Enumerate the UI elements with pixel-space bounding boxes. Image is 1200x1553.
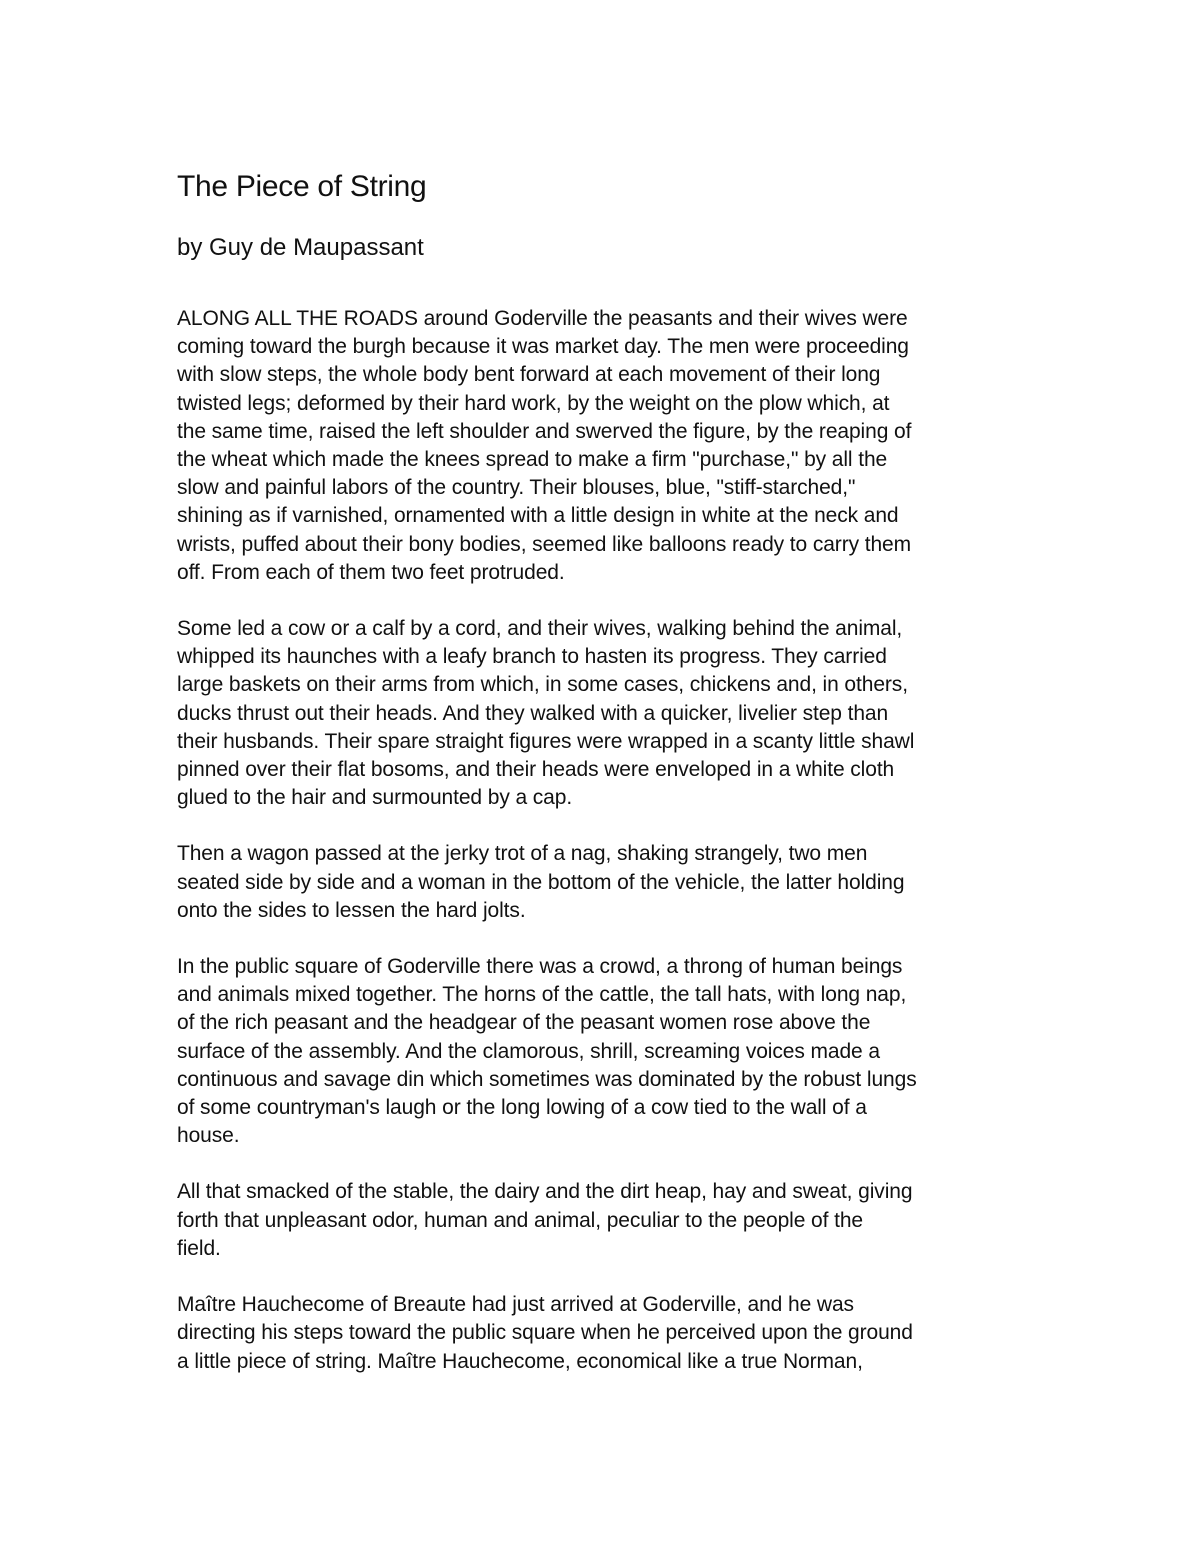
text-line: surface of the assembly. And the clamorous, shrill, screaming voices made a (177, 1039, 880, 1063)
text-line: field. (177, 1236, 221, 1260)
text-line: All that smacked of the stable, the dairy and the dirt heap, hay and sweat, giving (177, 1180, 913, 1204)
text-line: the wheat which made the knees spread to make a firm "purchase," by all the (177, 448, 888, 472)
text-line: house. (177, 1124, 240, 1148)
paragraph (177, 1291, 1037, 1376)
text-line: a little piece of string. Maître Hauchecome, economical like a true Norman, (177, 1349, 863, 1373)
document-body (177, 305, 1037, 1376)
text-line: glued to the hair and surmounted by a cap. (177, 786, 573, 810)
text-line: large baskets on their arms from which, in some cases, chickens and, in others, (177, 673, 908, 697)
paragraph (177, 615, 1037, 812)
text-line: off. From each of them two feet protruded. (177, 560, 565, 584)
text-line: of the rich peasant and the headgear of the peasant women rose above the (177, 1011, 871, 1035)
text-line: shining as if varnished, ornamented with a little design in white at the neck and (177, 504, 899, 528)
text-line: ducks thrust out their heads. And they walked with a quicker, livelier step than (177, 701, 889, 725)
text-line: directing his steps toward the public square when he perceived upon the ground (177, 1321, 913, 1345)
text-line: ALONG ALL THE ROADS around Goderville the peasants and their wives were (177, 307, 908, 330)
text-line: and animals mixed together. The horns of the cattle, the tall hats, with long nap, (177, 983, 907, 1007)
paragraph (177, 305, 1037, 587)
text-line: continuous and savage din which sometimes was dominated by the robust lungs (177, 1067, 917, 1091)
text-line: of some countryman's laugh or the long lowing of a cow tied to the wall of a (177, 1096, 867, 1120)
text-line: whipped its haunches with a leafy branch to hasten its progress. They carried (177, 645, 887, 669)
text-line: Maître Hauchecome of Breaute had just arrived at Goderville, and he was (177, 1293, 854, 1317)
document-title: The Piece of String (177, 170, 427, 203)
text-line: with slow steps, the whole body bent forward at each movement of their long (177, 363, 881, 387)
document-content (177, 168, 1037, 1376)
text-line: pinned over their flat bosoms, and their heads were enveloped in a white cloth (177, 758, 895, 782)
text-line: twisted legs; deformed by their hard work, by the weight on the plow which, at (177, 391, 890, 415)
text-line: slow and painful labors of the country. Their blouses, blue, "stiff-starched," (177, 476, 856, 500)
text-line: their husbands. Their spare straight figures were wrapped in a scanty little shawl (177, 729, 915, 753)
text-line: Some led a cow or a calf by a cord, and their wives, walking behind the animal, (177, 617, 903, 641)
text-line: wrists, puffed about their bony bodies, seemed like balloons ready to carry them (177, 532, 912, 556)
text-line: forth that unpleasant odor, human and animal, peculiar to the people of the (177, 1208, 863, 1232)
text-line: onto the sides to lessen the hard jolts. (177, 898, 526, 922)
document-author: by Guy de Maupassant (177, 234, 424, 261)
text-line: the same time, raised the left shoulder and swerved the figure, by the reaping of (177, 419, 912, 443)
text-line: coming toward the burgh because it was market day. The men were proceeding (177, 335, 909, 359)
paragraph (177, 953, 1037, 1150)
text-line: seated side by side and a woman in the bottom of the vehicle, the latter holding (177, 870, 905, 894)
text-line: In the public square of Goderville there was a crowd, a throng of human beings (177, 955, 903, 979)
paragraph (177, 840, 1037, 925)
text-line: Then a wagon passed at the jerky trot of a nag, shaking strangely, two men (177, 842, 868, 866)
paragraph (177, 1178, 1037, 1263)
